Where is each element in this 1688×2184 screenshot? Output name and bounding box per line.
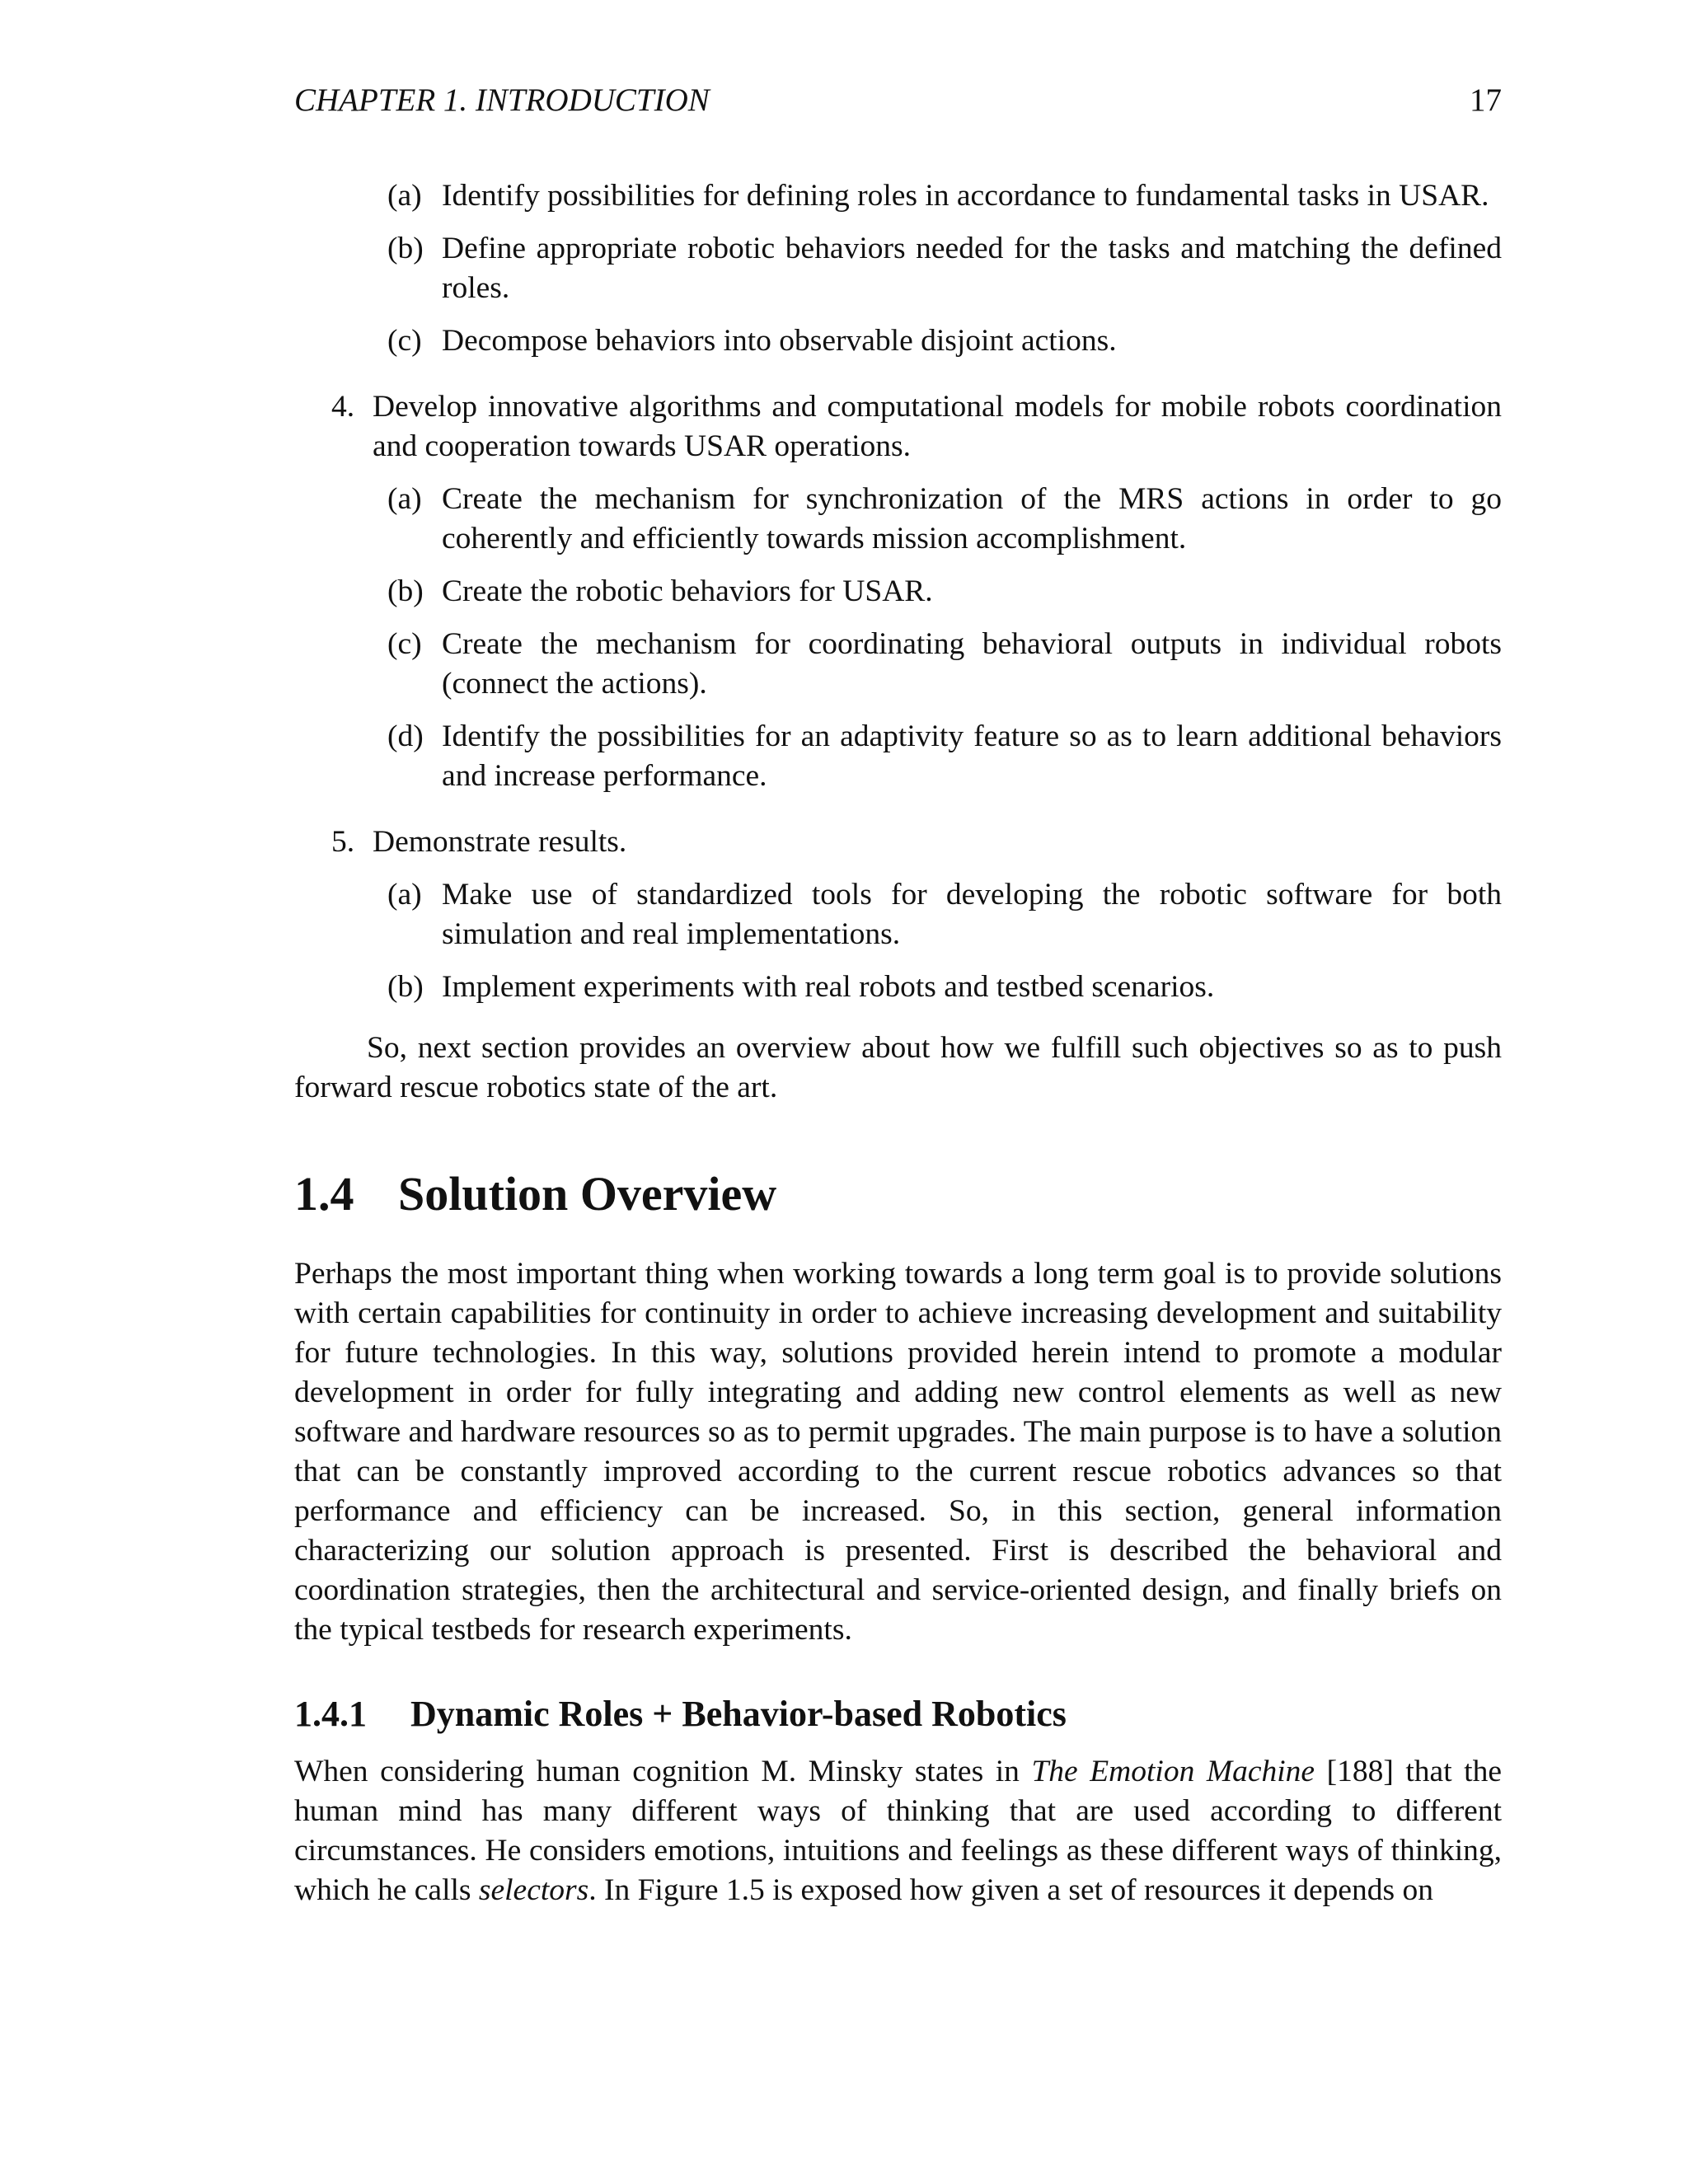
section-heading — [294, 1165, 1502, 1223]
section-paragraph: Perhaps the most important thing when working towards a long term goal is to provide solutions with certain capabilities for continuity in order to achieve increasing development and suitability for future technologies. In this way, solutions provided herein intend to promote a modular development in order for fully integrating and adding new control elements as well as new software and hardware resources so as to permit upgrades. The main purpose is to have a solution that can be constantly improved according to the current rescue robotics advances so that performance and efficiency can be increased. So, in this section, general information characterizing our solution approach is presented. First is described the behavioral and coordination strategies, then the architectural and service-oriented design, and finally briefs on the typical testbeds for research experiments. — [294, 1257, 1502, 1647]
objective-item-4 — [294, 387, 1502, 796]
subsection-heading — [294, 1691, 1502, 1737]
list-item — [294, 176, 1502, 216]
book-title: The Emotion Machine — [1031, 1755, 1315, 1788]
transition-paragraph: So, next section provides an overview about how we fulfill such objectives so as to push forward rescue robotics state of the art. — [294, 1031, 1502, 1104]
list-item — [294, 572, 1502, 612]
subsection-title: Dynamic Roles + Behavior-based Robotics — [410, 1694, 1067, 1734]
objective-4-sublist — [294, 480, 1502, 796]
item-label: (c) — [387, 627, 422, 661]
subsection-number: 1.4.1 — [294, 1694, 367, 1734]
page-number: 17 — [1470, 82, 1502, 118]
list-item — [294, 480, 1502, 559]
paragraph-text: . In Figure 1.5 is exposed how given a set of resources it depends on — [588, 1873, 1433, 1907]
paragraph-text: When considering human cognition M. Minsky states in — [294, 1755, 1032, 1788]
item-label: 5. — [331, 825, 355, 859]
item-label: (a) — [387, 179, 422, 213]
list-item — [294, 229, 1502, 308]
item-label: (c) — [387, 324, 422, 358]
objective-item-5 — [294, 823, 1502, 1007]
list-item — [294, 625, 1502, 704]
chapter-title: CHAPTER 1. INTRODUCTION — [294, 82, 710, 118]
list-item — [294, 717, 1502, 796]
item-label: (b) — [387, 574, 424, 608]
document-page — [294, 0, 1502, 2184]
item-text: Decompose behaviors into observable disjoint actions. — [442, 324, 1117, 358]
running-header — [294, 79, 1502, 122]
item-text: Develop innovative algorithms and computational models for mobile robots coordination and cooperation towards USAR operations. — [373, 390, 1502, 463]
item-label: (a) — [387, 482, 422, 516]
section-title: Solution Overview — [398, 1167, 777, 1221]
objective-3-sublist — [294, 176, 1502, 361]
item-label: (b) — [387, 232, 424, 265]
item-text: Create the mechanism for coordinating behavioral outputs in individual robots (connect the actions). — [442, 627, 1502, 701]
objective-list — [294, 387, 1502, 1007]
item-label: 4. — [331, 390, 355, 424]
item-text: Create the mechanism for synchronization of the MRS actions in order to go coherently and efficiently towards mission accomplishment. — [442, 482, 1502, 555]
list-item — [294, 875, 1502, 954]
list-item — [294, 321, 1502, 361]
item-text: Demonstrate results. — [373, 825, 627, 859]
subsection-paragraph — [294, 1752, 1502, 1910]
item-text: Identify the possibilities for an adaptivity feature so as to learn additional behaviors and increase performance. — [442, 719, 1502, 793]
list-item — [294, 968, 1502, 1007]
term-selectors: selectors — [478, 1873, 589, 1907]
item-text: Create the robotic behaviors for USAR. — [442, 574, 933, 608]
item-text: Make use of standardized tools for developing the robotic software for both simulation and real implementations. — [442, 878, 1502, 951]
item-label: (a) — [387, 878, 422, 912]
item-label: (b) — [387, 970, 424, 1004]
item-text: Define appropriate robotic behaviors needed for the tasks and matching the defined roles. — [442, 232, 1502, 305]
item-text: Implement experiments with real robots and testbed scenarios. — [442, 970, 1215, 1004]
objective-5-sublist — [294, 875, 1502, 1007]
item-label: (d) — [387, 719, 424, 753]
section-number: 1.4 — [294, 1167, 354, 1221]
paragraph-text: [188] that the human mind has many different ways of thinking that are used according to different circumstances. He considers emotions, intuitions and feelings as these different ways of thinking, which he calls — [294, 1755, 1502, 1907]
page-body — [294, 176, 1502, 1910]
item-text: Identify possibilities for defining roles in accordance to fundamental tasks in USAR. — [442, 179, 1489, 213]
